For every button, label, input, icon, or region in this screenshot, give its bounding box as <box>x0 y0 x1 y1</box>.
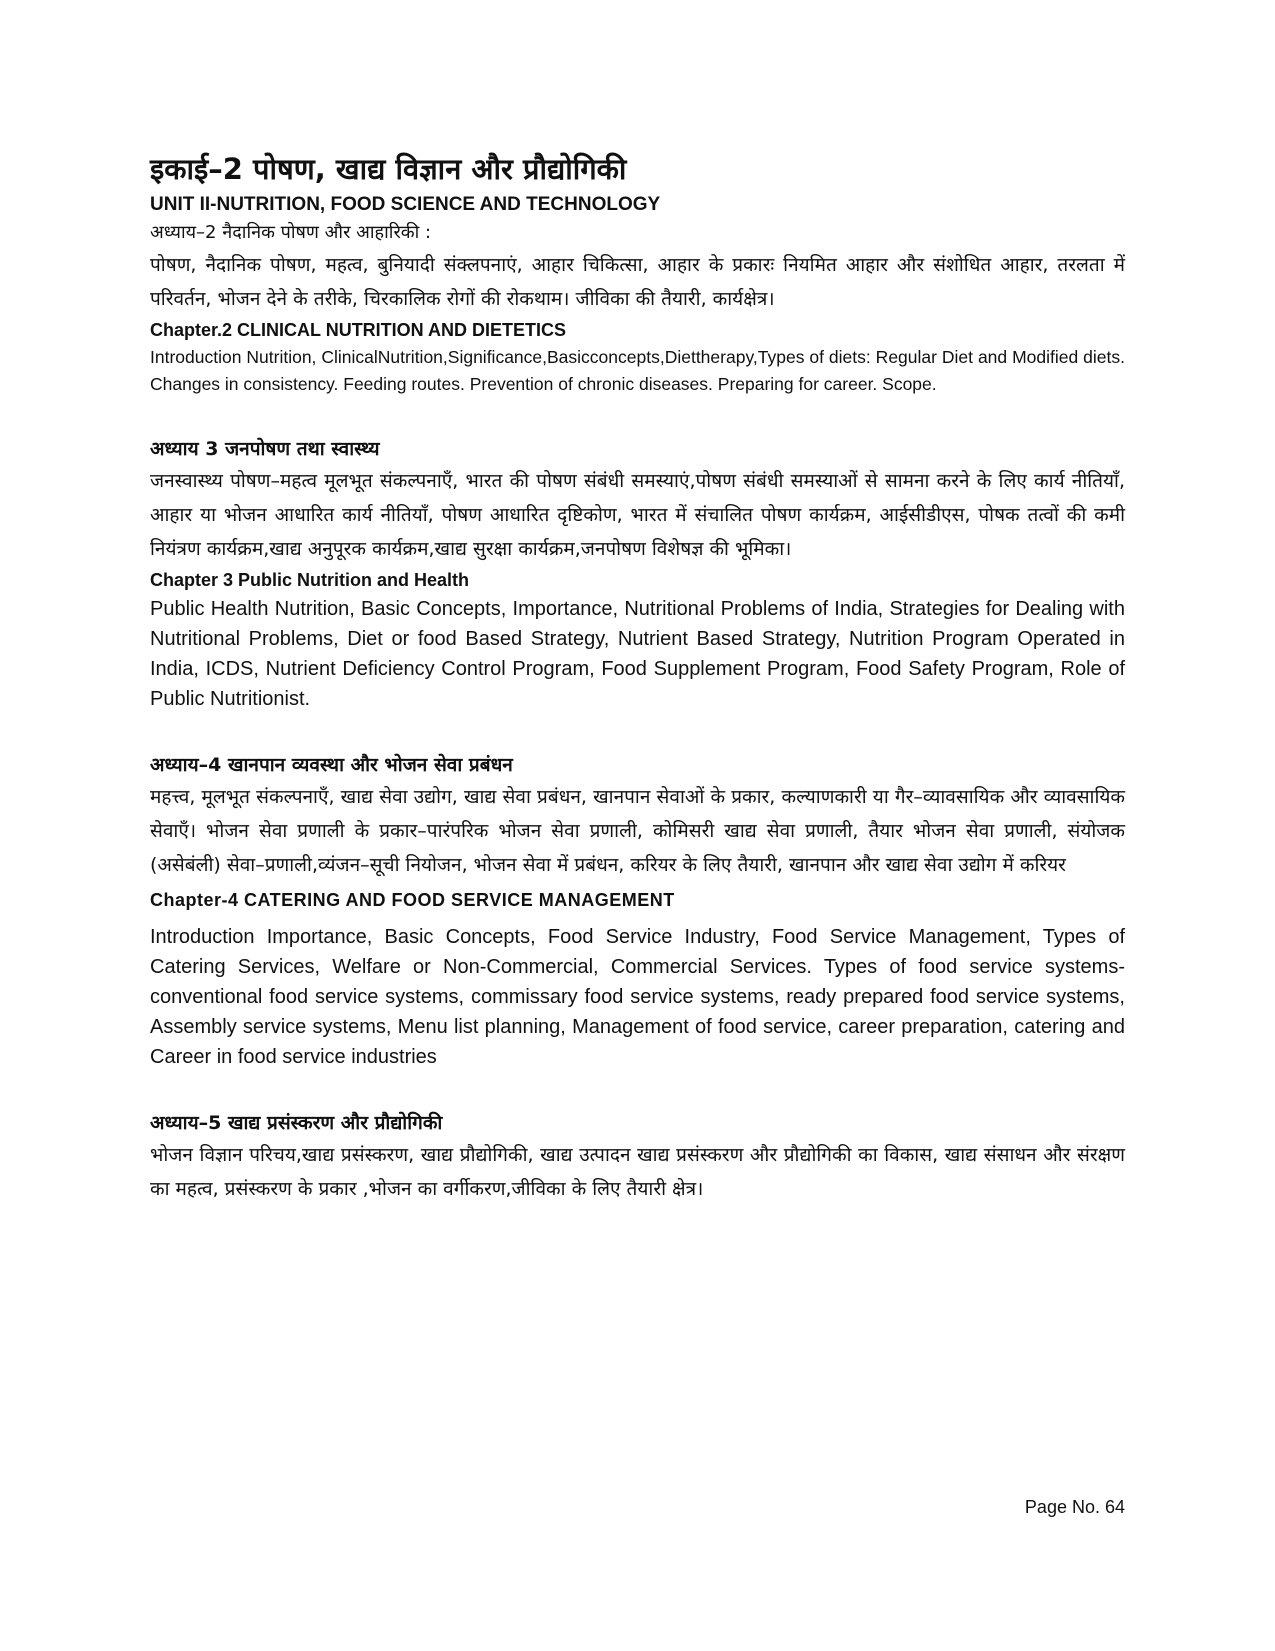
chapter-3-title-english: Chapter 3 Public Nutrition and Health <box>150 570 470 590</box>
chapter-2-title-english: Chapter.2 CLINICAL NUTRITION AND DIETETICS <box>150 320 567 340</box>
chapter-4-title-hindi: अध्याय–4 खानपान व्यवस्था और भोजन सेवा प्रबंधन <box>150 754 513 776</box>
section-spacer <box>150 398 1125 434</box>
chapter-5-section <box>150 1108 1125 1206</box>
chapter-2-title-hindi: अध्याय–2 नैदानिक पोषण और आहारिकी : <box>150 222 432 243</box>
chapter-2-section <box>150 218 1125 398</box>
section-spacer <box>150 714 1125 750</box>
chapter-3-section <box>150 434 1125 714</box>
chapter-4-body-english: Introduction Importance, Basic Concepts, Food Service Industry, Food Service Management, Types of Catering Services, Welfare or Non-Commercial, Commercial Services. Types of food service systems- conventional food service systems, commissary food service systems, ready prepared food service systems, Assembly service systems, Menu list planning, Management of food service, career preparation, catering and Career in food service industries <box>150 926 1125 1068</box>
unit-title-hindi: इकाई–2 पोषण, खाद्य विज्ञान और प्रौद्योगिकी <box>150 152 627 186</box>
chapter-2-body-hindi: पोषण, नैदानिक पोषण, महत्व, बुनियादी संक्लपनाएं, आहार चिकित्सा, आहार के प्रकारः नियमित आहार और संशोधित आहार, तरलता में परिवर्तन, भोजन देने के तरीके, चिरकालिक रोगों की रोकथाम। जीविका की तैयारी, कार्यक्षेत्र। <box>150 254 1125 310</box>
page-number: Page No. 64 <box>1024 1497 1125 1517</box>
document-page <box>150 148 1125 1206</box>
chapter-3-body-english: Public Health Nutrition, Basic Concepts, Importance, Nutritional Problems of India, Strategies for Dealing with Nutritional Problems, Diet or food Based Strategy, Nutrient Based Strategy, Nutrition Program Operated in India, ICDS, Nutrient Deficiency Control Program, Food Supplement Program, Food Safety Program, Role of Public Nutritionist. <box>150 598 1125 710</box>
chapter-2-body-english: Introduction Nutrition, ClinicalNutrition,Significance,Basicconcepts,Diettherapy,Types of diets: Regular Diet and Modified diets. Changes in consistency. Feeding routes. Prevention of chronic diseases. Preparing for career. Scope. <box>150 347 1125 394</box>
chapter-4-title-english: Chapter-4 CATERING AND FOOD SERVICE MANAGEMENT <box>150 890 675 910</box>
chapter-4-body-hindi: महत्त्व, मूलभूत संकल्पनाएँ, खाद्य सेवा उद्योग, खाद्य सेवा प्रबंधन, खानपान सेवाओं के प्रकार, कल्याणकारी या गैर–व्यावसायिक और व्यावसायिक सेवाएँ। भोजन सेवा प्रणाली के प्रकार–पारंपरिक भोजन सेवा प्रणाली, कोमिसरी खाद्य सेवा प्रणाली, तैयार भोजन सेवा प्रणाली, संयोजक (असेबंली) सेवा–प्रणाली,व्यंजन–सूची नियोजन, भोजन सेवा में प्रबंधन, करियर के लिए तैयारी, खानपान और खाद्य सेवा उद्योग में करियर <box>150 786 1125 876</box>
chapter-3-title-hindi: अध्याय 3 जनपोषण तथा स्वास्थ्य <box>150 438 380 460</box>
chapter-4-section <box>150 750 1125 1072</box>
section-spacer <box>150 1072 1125 1108</box>
chapter-5-body-hindi: भोजन विज्ञान परिचय,खाद्य प्रसंस्करण, खाद्य प्रौद्योगिकी, खाद्य उत्पादन खाद्य प्रसंस्करण और प्रौद्योगिकी का विकास, खाद्य संसाधन और संरक्षण का महत्व, प्रसंस्करण के प्रकार ,भोजन का वर्गीकरण,जीविका के लिए तैयारी क्षेत्र। <box>150 1144 1125 1200</box>
chapter-3-body-hindi: जनस्वास्थ्य पोषण–महत्व मूलभूत संकल्पनाएँ, भारत की पोषण संबंधी समस्याएं,पोषण संबंधी समस्याओं से सामना करने के लिए कार्य नीतियाँ, आहार या भोजन आधारित कार्य नीतियाँ, पोषण आधारित दृष्टिकोण, भारत में संचालित पोषण कार्यक्रम, आईसीडीएस, पोषक तत्वों की कमी नियंत्रण कार्यक्रम,खाद्य अनुपूरक कार्यक्रम,खाद्य सुरक्षा कार्यक्रम,जनपोषण विशेषज्ञ की भूमिका। <box>150 470 1125 560</box>
chapter-5-title-hindi: अध्याय–5 खाद्य प्रसंस्करण और प्रौद्योगिकी <box>150 1112 443 1134</box>
unit-title-english: UNIT II-NUTRITION, FOOD SCIENCE AND TECHNOLOGY <box>150 194 661 215</box>
